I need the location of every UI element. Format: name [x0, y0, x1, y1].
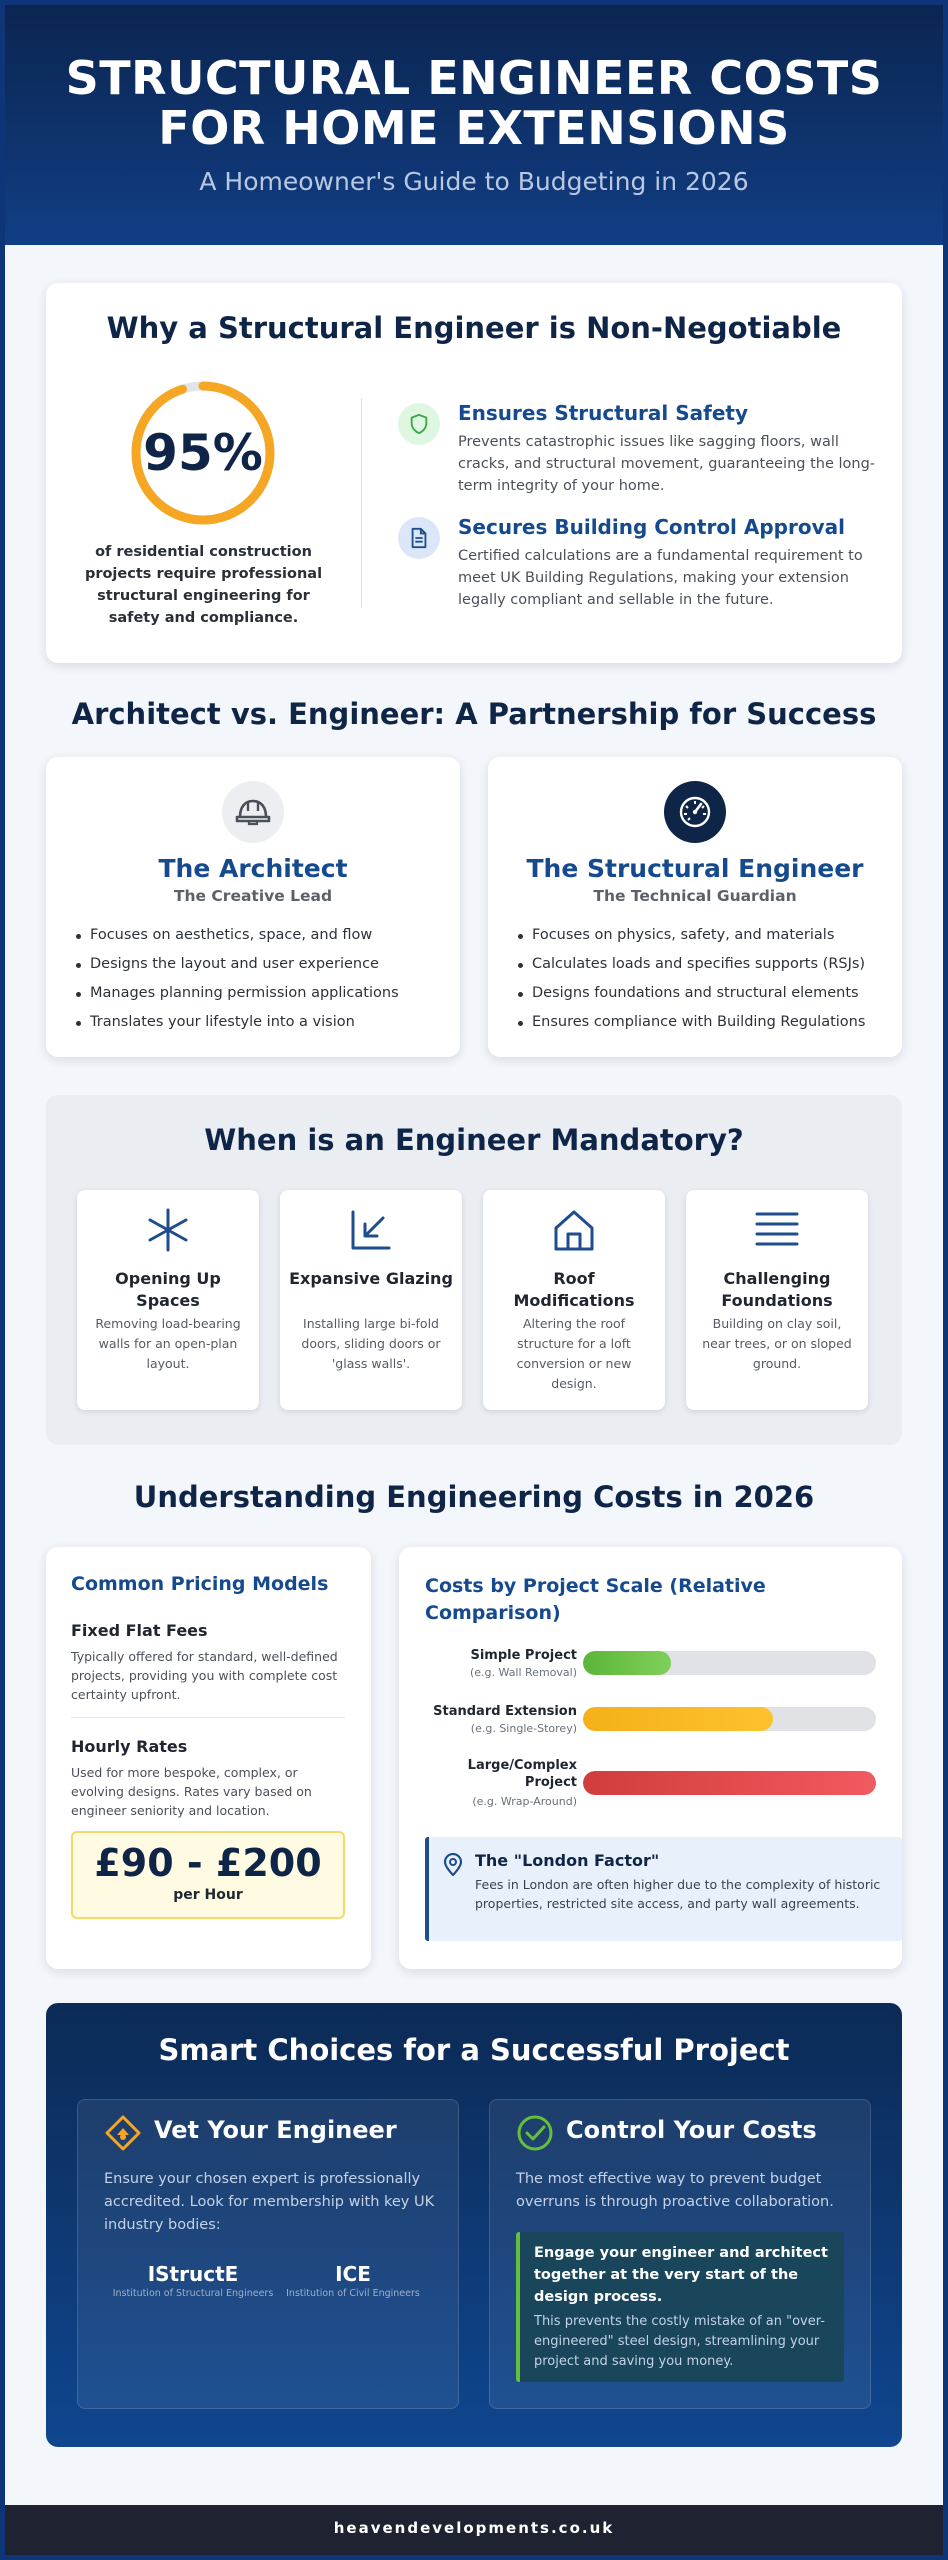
- body-full-name: Institution of Civil Engineers: [286, 2288, 420, 2299]
- engineer-card: [488, 757, 902, 1057]
- title-line-1: STRUCTURAL ENGINEER COSTS: [65, 51, 883, 105]
- arrow-down-left-icon: [349, 1208, 393, 1252]
- bar-track: [583, 1771, 876, 1795]
- footer-site-link[interactable]: heavendevelopments.co.uk: [333, 2519, 615, 2537]
- bar-simple-project: [583, 1651, 671, 1675]
- list-item: Calculates loads and specifies supports (RSJs): [516, 950, 865, 979]
- mandatory-card-glazing: [280, 1190, 462, 1410]
- gauge-icon: [664, 781, 726, 843]
- bar-large-complex: [583, 1771, 876, 1795]
- costs-title: Understanding Engineering Costs in 2026: [133, 1480, 815, 1514]
- istructe-badge: [108, 2262, 278, 2299]
- mandatory-card-foundations: [686, 1190, 868, 1410]
- architect-subtitle: The Creative Lead: [173, 887, 333, 905]
- london-title: The "London Factor": [475, 1851, 660, 1870]
- hard-hat-icon: [222, 781, 284, 843]
- mandatory-card-roof: [483, 1190, 665, 1410]
- badge-icon: [104, 2114, 142, 2152]
- price-unit: per Hour: [173, 1887, 243, 1903]
- asterisk-icon: [146, 1208, 190, 1252]
- bar-standard-extension: [583, 1707, 773, 1731]
- london-factor-box: [425, 1837, 902, 1941]
- mandatory-card-title: Roof Modifications: [513, 1269, 635, 1310]
- roles-title: Architect vs. Engineer: A Partnership for Success: [71, 697, 877, 731]
- tip-box: [516, 2232, 844, 2382]
- control-title: Control Your Costs: [566, 2116, 817, 2144]
- pricing-title: Common Pricing Models: [71, 1573, 329, 1595]
- ice-badge: [268, 2262, 438, 2299]
- engineer-list: [516, 921, 865, 1037]
- body-full-name: Institution of Structural Engineers: [112, 2288, 274, 2299]
- vet-card: [77, 2099, 459, 2409]
- control-card: [489, 2099, 871, 2409]
- list-item: Focuses on physics, safety, and materials: [516, 921, 865, 950]
- vet-desc: Ensure your chosen expert is professionally accredited. Look for membership with key UK industry bodies:: [104, 2171, 435, 2233]
- bar-label: Large/Complex Project: [467, 1758, 577, 1790]
- london-desc: Fees in London are often higher due to the complexity of historic properties, restricted site access, and party wall agreements.: [475, 1877, 881, 1911]
- lines-icon: [755, 1208, 799, 1252]
- price-value: £90 - £200: [94, 1841, 322, 1885]
- divider: [361, 398, 362, 608]
- scale-card: [399, 1547, 902, 1969]
- page-subtitle: A Homeowner's Guide to Budgeting in 2026: [199, 167, 749, 196]
- list-item: Translates your lifestyle into a vision: [74, 1008, 399, 1037]
- architect-list: [74, 921, 399, 1037]
- scale-title: [425, 1573, 766, 1627]
- fixed-fee-desc: Typically offered for standard, well-defined projects, providing you with complete cost certainty upfront.: [71, 1649, 338, 1702]
- feature-title-approval: Secures Building Control Approval: [458, 515, 845, 539]
- mandatory-card-title: Challenging Foundations: [721, 1269, 833, 1310]
- stat-caption: of residential construction projects require professional structural engineering for safety and compliance.: [84, 544, 323, 626]
- hourly-title: Hourly Rates: [71, 1737, 188, 1756]
- feature-desc-safety: Prevents catastrophic issues like sagging floors, wall cracks, and structural movement, guaranteeing the long-term integrity of your home.: [458, 434, 876, 494]
- bar-label: Simple Project: [470, 1648, 577, 1663]
- pricing-card: [46, 1547, 371, 1969]
- footer: [5, 2505, 943, 2555]
- mandatory-card-spaces: [77, 1190, 259, 1410]
- bar-note: (e.g. Single-Storey): [470, 1722, 577, 1735]
- divider: [71, 1717, 345, 1718]
- mandatory-card-desc: Removing load-bearing walls for an open-plan layout.: [95, 1316, 241, 1371]
- mandatory-card-title: Opening Up Spaces: [115, 1269, 221, 1310]
- smart-title: Smart Choices for a Successful Project: [158, 2033, 790, 2067]
- mandatory-card-desc: Building on clay soil, near trees, or on sloped ground.: [702, 1316, 852, 1371]
- infographic: [5, 5, 943, 2555]
- bar-label: Standard Extension: [433, 1704, 577, 1719]
- body-abbr: ICE: [335, 2262, 371, 2286]
- engineer-subtitle: The Technical Guardian: [593, 887, 797, 905]
- list-item: Ensures compliance with Building Regulations: [516, 1008, 865, 1037]
- list-item: Focuses on aesthetics, space, and flow: [74, 921, 399, 950]
- bar-note: (e.g. Wall Removal): [469, 1666, 577, 1679]
- header-banner: [5, 5, 943, 245]
- vet-title: Vet Your Engineer: [154, 2116, 397, 2144]
- engineer-title: The Structural Engineer: [526, 854, 864, 883]
- map-pin-icon: [443, 1853, 463, 1877]
- list-item: Manages planning permission applications: [74, 979, 399, 1008]
- scale-title-line-1: Costs by Project Scale (Relative: [425, 1575, 766, 1597]
- hourly-desc: Used for more bespoke, complex, or evolving designs. Rates vary based on engineer seniority and location.: [71, 1765, 312, 1818]
- mandatory-section: [46, 1095, 902, 1445]
- feature-desc-approval: Certified calculations are a fundamental requirement to meet UK Building Regulations, making your extension legally compliant and sellable in the future.: [458, 548, 863, 608]
- scale-title-line-2: Comparison): [425, 1602, 561, 1624]
- mandatory-title: When is an Engineer Mandatory?: [204, 1123, 744, 1157]
- stat-value: 95%: [143, 424, 263, 482]
- check-circle-icon: [516, 2114, 554, 2152]
- tip-desc: This prevents the costly mistake of an "over-engineered" steel design, streamlining your project and saving you money.: [534, 2314, 825, 2369]
- page-title: [5, 53, 943, 153]
- fixed-fee-title: Fixed Flat Fees: [71, 1621, 208, 1640]
- architect-title: The Architect: [158, 854, 348, 883]
- mandatory-card-desc: Altering the roof structure for a loft conversion or new design.: [516, 1316, 632, 1391]
- body-abbr: IStructE: [147, 2262, 239, 2286]
- mandatory-card-desc: Installing large bi-fold doors, sliding doors or 'glass walls'.: [301, 1316, 441, 1371]
- smart-choices-section: [46, 2003, 902, 2447]
- mandatory-card-title: Expansive Glazing: [289, 1269, 453, 1288]
- shield-icon: [398, 403, 440, 445]
- bar-note: (e.g. Wrap-Around): [472, 1795, 577, 1808]
- document-icon: [398, 517, 440, 559]
- list-item: Designs foundations and structural elements: [516, 979, 865, 1008]
- why-card: [46, 283, 902, 663]
- bar-track: [583, 1651, 876, 1675]
- why-title: Why a Structural Engineer is Non-Negotiable: [106, 311, 842, 345]
- control-desc: The most effective way to prevent budget overruns is through proactive collaboration.: [516, 2171, 834, 2210]
- list-item: Designs the layout and user experience: [74, 950, 399, 979]
- house-icon: [552, 1208, 596, 1252]
- bar-track: [583, 1707, 876, 1731]
- tip-bold: Engage your engineer and architect together at the very start of the design process.: [534, 2245, 828, 2305]
- title-line-2: FOR HOME EXTENSIONS: [158, 101, 790, 155]
- feature-title-safety: Ensures Structural Safety: [458, 401, 748, 425]
- architect-card: [46, 757, 460, 1057]
- price-box: [71, 1831, 345, 1919]
